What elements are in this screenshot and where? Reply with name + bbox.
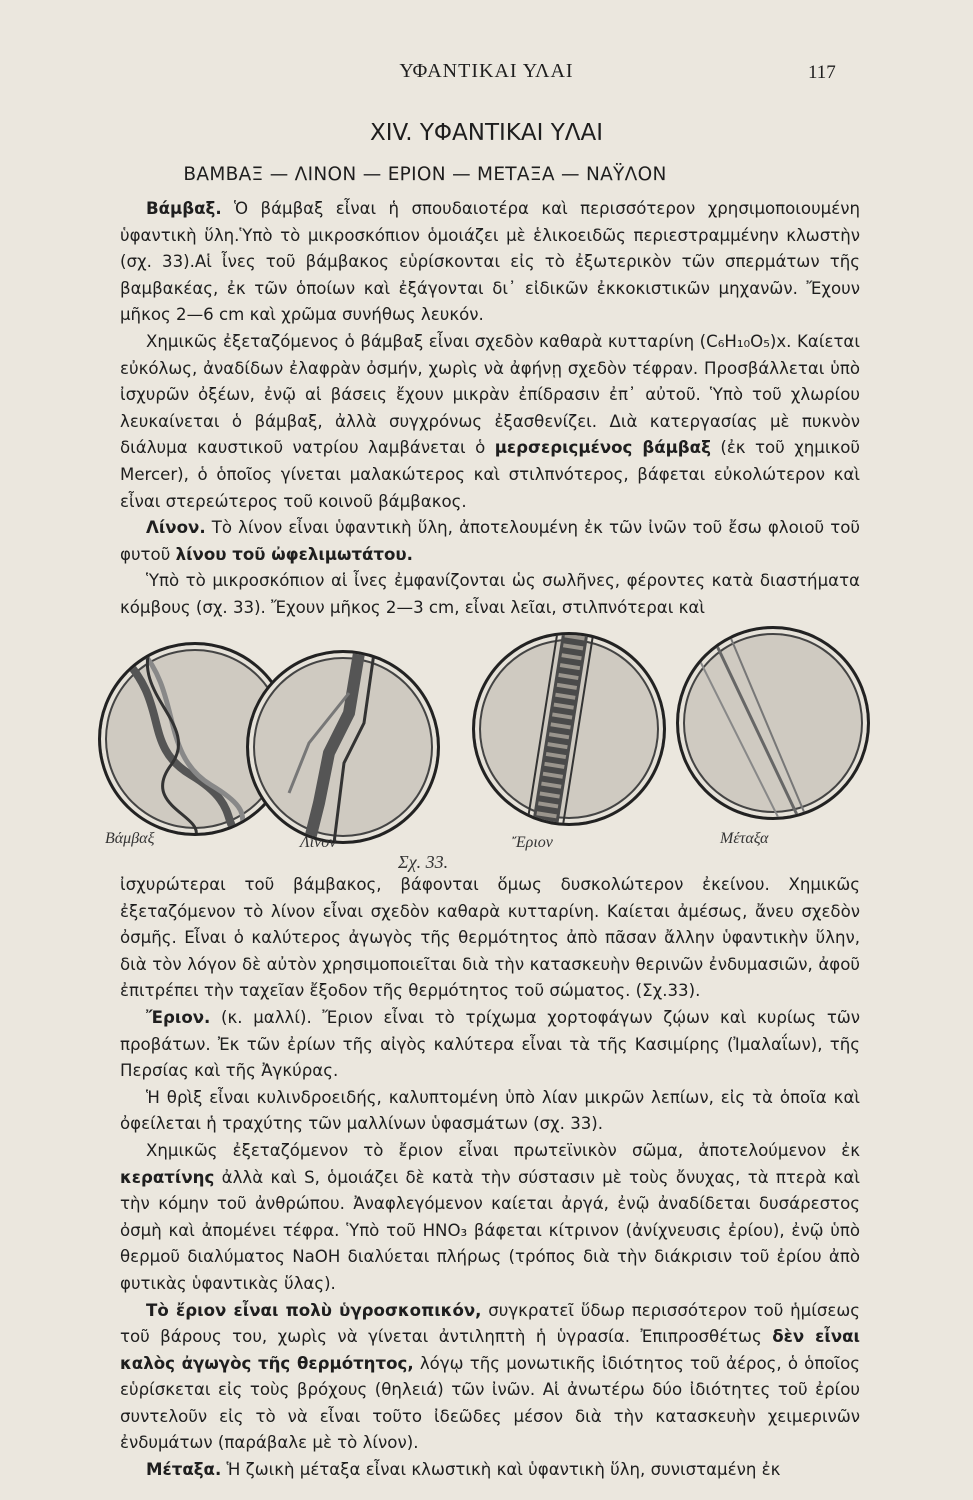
bambax-text-2b: (ἐκ τοῦ χημικοῦ Mercer), ὁ ὁποῖος γίνεται μαλακώτερος καὶ στιλπνότερος, βάφεται εὐκολώτερον καὶ εἶναι στερεώτερος τοῦ κοινοῦ βάμβακος. [120,438,861,511]
erion-text-2: Ἡ θρὶξ εἶναι κυλινδροειδής, καλυπτομένη ὑπὸ λίαν μικρῶν λεπίων, εἰς τὰ ὁποῖα καὶ ὀφείλεται ἡ τραχύτης τῶν μαλλίνων ὑφασμάτων (σχ. 33). [120,1087,860,1134]
paragraph-linon-1 [120,515,860,568]
linon-text-3: ἰσχυρώτεραι τοῦ βάμβακος, βάφονται ὅμως δυσκολώτερον ἐκείνου. Χημικῶς ἐξεταζόμενον τὸ λίνον εἶναι σχεδὸν καθαρὰ κυτταρίνη. Καίεται ἀμέσως, ἄνευ σχεδὸν ὀσμῆς. Εἶναι ὁ καλύτερος ἀγωγὸς τῆς θερμότητος ἀπὸ πᾶσαν ἄλλην ὑφαντικὴν ὕλην, διὰ τὸν λόγον δὲ αὐτὸν χρησιμοποιεῖται διὰ τὴν κατασκευὴν θερινῶν ἐνδυμασιῶν, ἀφοῦ ἐπιτρέπει τὴν ταχεῖαν ἔξοδον τῆς θερμότητος τοῦ σώματος. (Σχ.33). [120,875,860,1001]
silk-fiber-icon [679,629,867,817]
paragraph-erion-2 [120,1085,860,1138]
erion-text-3b: ἀλλὰ καὶ S, ὁμοιάζει δὲ κατὰ τὴν σύστασιν μὲ τοὺς ὄνυχας, τὰ πτερὰ καὶ τὴν κόμην τοῦ ἀνθρώπου. Ἀναφλεγόμενον καίεται ἀργά, ἐνῷ ἀναδίδεται δυσάρεστος ὀσμὴ καὶ ἀπομένει τέφρα. Ὑπὸ τοῦ HNO₃ βάφεται κίτρινον (ἀνίχνευσις ἐρίου), ἐνῷ ὑπὸ θερμοῦ διαλύματος NaOH διαλύεται πλήρως (τρόπος διὰ τὴν διάκρισιν τοῦ ἐρίου ἀπὸ φυτικὰς ὑφαντικὰς ὕλας). [120,1167,860,1293]
paragraph-linon-3 [120,872,860,1005]
caption-wool: Ἔριον [512,834,553,851]
metaxa-text-1: Ἡ ζωικὴ μέταξα εἶναι κλωστικὴ καὶ ὑφαντικὴ ὕλη, συνισταμένη ἐκ [226,1460,781,1480]
wool-fiber-micrograph [472,632,666,826]
figure-33 [0,620,973,880]
caption-linen: Λίνον [300,834,337,851]
paragraph-erion-4 [120,1298,860,1458]
heading-erion: Ἔριον. [146,1007,211,1027]
bambax-mercerized: μερσεριςμένος βάμβαξ [494,438,711,458]
linen-fiber-micrograph [246,650,440,844]
heading-metaxa: Μέταξα. [146,1460,222,1480]
heading-bambax: Βάμβαξ. [146,199,222,218]
figure-number: Σχ. 33. [398,852,449,872]
erion-text-3a: Χημικῶς ἐξεταζόμενον τὸ ἔριον εἶναι πρωτεϊνικὸν σῶμα, ἀποτελούμενον ἐκ [146,1140,860,1160]
text-block-top [120,196,860,622]
erion-keratin: κερατίνης [120,1167,215,1187]
erion-poor-conductor: δὲν εἶναι καλὸς ἀγωγὸς τῆς θερμότητος, [120,1327,861,1373]
paragraph-erion-3 [120,1138,860,1298]
running-head: ΥΦΑΝΤΙΚΑΙ ΥΛΑΙ [399,60,574,82]
caption-cotton: Βάμβαξ [105,830,155,847]
heading-linon: Λίνον. [146,518,206,538]
bambax-text-2a: Χημικῶς ἐξεταζόμενος ὁ βάμβαξ εἶναι σχεδὸν καθαρὰ κυτταρίνη (C₆H₁₀O₅)x. Καίεται εὐκόλως, ἀναδίδων ἐλαφρὰν ὀσμήν, χωρὶς νὰ ἀφήνῃ σχεδὸν τέφραν. Προσβάλλεται ὑπὸ ἰσχυρῶν ὀξέων, ἐνῷ αἱ βάσεις ἔχουν μικρὰν ἐπίδρασιν ἐπ᾽ αὐτοῦ. Ὑπὸ τοῦ χλωρίου λευκαίνεται ὁ βάμβαξ, ἀλλὰ συγχρόνως ἐξασθενίζει. Διὰ κατεργασίας μὲ πυκνὸν διάλυμα καυστικοῦ νατρίου λαμβάνεται ὁ [120,331,860,458]
linon-plant-name: λίνου τοῦ ὠφελιμωτάτου. [175,544,413,564]
erion-text-1: (κ. μαλλί). Ἔριον εἶναι τὸ τρίχωμα χορτοφάγων ζῴων καὶ κυρίως τῶν προβάτων. Ἐκ τῶν ἐρίων τῆς αἰγὸς καλύτερα εἶναι τὰ τῆς Κασιμίρης (Ἰμαλαΐων), τῆς Περσίας καὶ τῆς Ἀγκύρας. [120,1007,860,1081]
paragraph-bambax-1 [120,196,860,329]
linen-fiber-icon [249,653,437,841]
wool-fiber-icon [475,635,663,823]
linon-text-2: Ὑπὸ τὸ μικροσκόπιον αἱ ἶνες ἐμφανίζονται ὡς σωλῆνες, φέροντες κατὰ διαστήματα κόμβους (σχ. 33). Ἔχουν μῆκος 2—3 cm, εἶναι λεῖαι, στιλπνότεραι καὶ [120,571,860,617]
paragraph-metaxa-1 [120,1457,860,1484]
chapter-subtitle: ΒΑΜΒΑΞ — ΛΙΝΟΝ — ΕΡΙΟΝ — ΜΕΤΑΞΑ — ΝΑΫΛΟΝ [183,164,667,185]
paragraph-bambax-2 [120,329,860,515]
erion-text-4a: συγκρατεῖ ὕδωρ περισσότερον τοῦ ἡμίσεως τοῦ βάρους του, χωρὶς νὰ γίνεται ἀντιληπτὴ ἡ ὑγρασία. Ἐπιπροσθέτως [120,1300,860,1347]
chapter-title: XIV. ΥΦΑΝΤΙΚΑΙ ΥΛΑΙ [369,120,604,146]
bambax-text-1: Ὁ βάμβαξ εἶναι ἡ σπουδαιοτέρα καὶ περισσότερον χρησιμοποιουμένη ὑφαντικὴ ὕλη.Ὑπὸ τὸ μικροσκόπιον ὁμοιάζει μὲ ἑλικοειδῶς περιεστραμμένην κλωστὴν (σχ. 33).Αἱ ἶνες τοῦ βάμβακος εὑρίσκονται εἰς τὸ ἐξωτερικὸν τῶν σπερμάτων τῆς βαμβακέας, ἐκ τῶν ὁποίων καὶ ἐξάγονται δι᾽ εἰδικῶν ἐκκοκιστικῶν μηχανῶν. Ἔχουν μῆκος 2—6 cm καὶ χρῶμα συνήθως λευκόν. [120,199,860,325]
text-block-bottom [120,872,860,1484]
page-number: 117 [808,62,836,83]
paragraph-linon-2 [120,568,860,621]
erion-text-4b: λόγῳ τῆς μονωτικῆς ἰδιότητος τοῦ ἀέρος, ὁ ὁποῖος εὑρίσκεται εἰς τοὺς βρόχους (θηλειά) τῶν ἰνῶν. Αἱ ἀνωτέρω δύο ἰδιότητες τοῦ ἐρίου συντελοῦν εἰς τὸ νὰ εἶναι τοῦτο ἰδεῶδες μέσον διὰ τὴν κατασκευὴν χειμερινῶν ἐνδυμάτων (παράβαλε μὲ τὸ λίνον). [120,1353,860,1453]
caption-silk: Μέταξα [720,830,769,847]
linon-text-1a: Τὸ λίνον εἶναι ὑφαντικὴ ὕλη, ἀποτελουμένη ἐκ τῶν ἰνῶν τοῦ ἔσω φλοιοῦ τοῦ φυτοῦ [120,518,861,564]
erion-hygroscopic: Τὸ ἔριον εἶναι πολὺ ὑγροσκοπικόν, [146,1300,482,1320]
silk-fiber-micrograph [676,626,870,820]
paragraph-erion-1 [120,1005,860,1085]
